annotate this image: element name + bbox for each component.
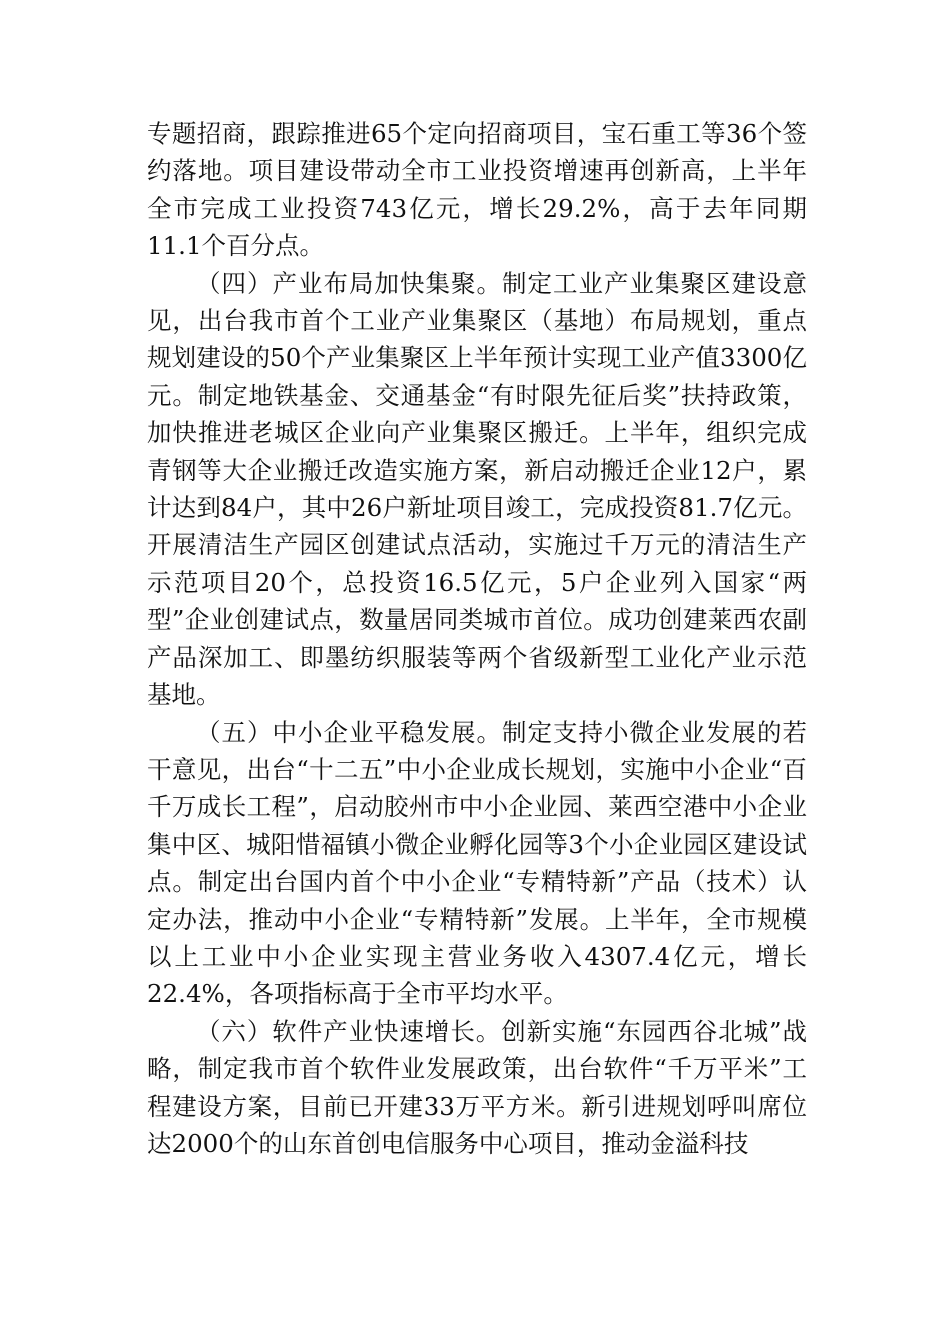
paragraph-sme-development: （五）中小企业平稳发展。制定支持小微企业发展的若干意见，出台“十二五”中小企业成长规划，实施中小企业“百千万成长工程”，启动胶州市中小企业园、莱西空港中小企业集中区、城阳惜福镇小微企业孵化园等3个小企业园区建设试点。制定出台国内首个中小企业“专精特新”产品（技术）认定办法，推动中小企业“专精特新”发展。上半年，全市规模以上工业中小企业实现主营业务收入4307.4亿元，增长22.4%，各项指标高于全市平均水平。	[147, 717, 807, 1009]
paragraph-industrial-layout: （四）产业布局加快集聚。制定工业产业集聚区建设意见，出台我市首个工业产业集聚区（基地）布局规划，重点规划建设的50个产业集聚区上半年预计实现工业产值3300亿元。制定地铁基金、交通基金“有时限先征后奖”扶持政策，加快推进老城区企业向产业集聚区搬迁。上半年，组织完成青钢等大企业搬迁改造实施方案，新启动搬迁企业12户，累计达到84户，其中26户新址项目竣工，完成投资81.7亿元。开展清洁生产园区创建试点活动，实施过千万元的清洁生产示范项目20个，总投资16.5亿元，5户企业列入国家“两型”企业创建试点，数量居同类城市首位。成功创建莱西农副产品深加工、即墨纺织服装等两个省级新型工业化产业示范基地。	[147, 268, 807, 710]
document-page	[147, 115, 807, 1162]
paragraph-investment-continued: 专题招商，跟踪推进65个定向招商项目，宝石重工等36个签约落地。项目建设带动全市工业投资增速再创新高，上半年全市完成工业投资743亿元，增长29.2%，高于去年同期11.1个百分点。	[147, 119, 807, 261]
paragraph-software-industry: （六）软件产业快速增长。创新实施“东园西谷北城”战略，制定我市首个软件业发展政策，出台软件“千万平米”工程建设方案，目前已开建33万平方米。新引进规划呼叫席位达2000个的山东首创电信服务中心项目，推动金溢科技	[147, 1016, 807, 1158]
